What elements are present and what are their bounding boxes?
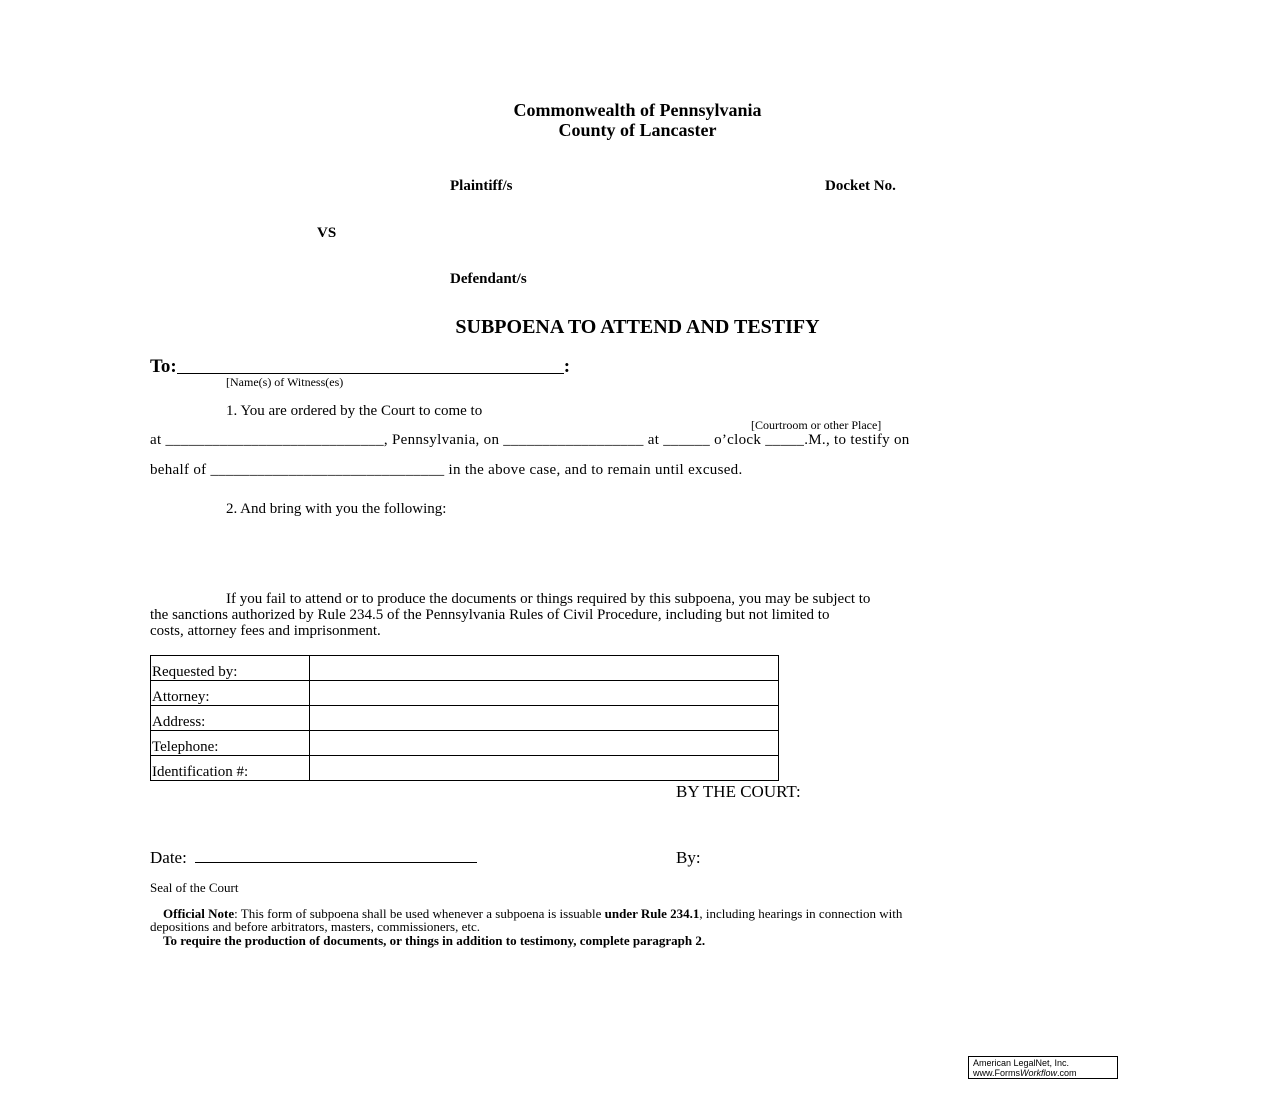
requested-by-label: Requested by:: [151, 656, 310, 681]
brand-line-1: American LegalNet, Inc.: [973, 1058, 1070, 1068]
para1-lead: 1. You are ordered by the Court to come to: [226, 403, 483, 419]
witness-sublabel: [Name(s) of Witness(es): [226, 375, 344, 389]
plaintiff-label: Plaintiff/s: [450, 178, 513, 194]
by-the-court: BY THE COURT:: [676, 782, 801, 801]
official-note-rule: under Rule 234.1: [604, 906, 700, 921]
defendant-label: Defendant/s: [450, 271, 527, 287]
address-label: Address:: [151, 706, 310, 731]
place-hint: [Courtroom or other Place]: [751, 418, 882, 432]
para1-line-a: at ____________________________, Pennsylvania, on __________________ at ______ o’clock _____.M., to testify on: [150, 432, 910, 448]
telephone-field[interactable]: [310, 731, 779, 756]
para2-lead: 2. And bring with you the following:: [226, 501, 447, 517]
date-line: [150, 848, 477, 868]
to-label: To:: [150, 356, 177, 377]
header-county: County of Lancaster: [558, 120, 717, 140]
identification-label: Identification #:: [151, 756, 310, 781]
seal-label: Seal of the Court: [150, 880, 239, 895]
official-note-text-a: : This form of subpoena shall be used whenever a subpoena is issuable: [234, 906, 605, 921]
table-row: [151, 756, 779, 781]
witness-name-line[interactable]: [177, 355, 564, 374]
vs-label: VS: [317, 225, 337, 241]
table-row: [151, 681, 779, 706]
requested-by-field[interactable]: [310, 656, 779, 681]
table-row: [151, 706, 779, 731]
brand-line-2b: Workflow: [1020, 1068, 1058, 1078]
para1-line-b: behalf of ______________________________ in the above case, and to remain until excused.: [150, 462, 743, 478]
brand-line-2a: www.Forms: [973, 1068, 1020, 1078]
official-note-text-b: , including hearings in connection with: [699, 906, 903, 921]
table-row: [151, 656, 779, 681]
to-line: [150, 355, 570, 378]
table-row: [151, 731, 779, 756]
publisher-brand-box: [968, 1056, 1118, 1079]
docket-label: Docket No.: [825, 178, 896, 194]
date-label: Date:: [150, 848, 187, 867]
telephone-label: Telephone:: [151, 731, 310, 756]
date-field[interactable]: [195, 848, 477, 863]
requester-info-table: [150, 655, 779, 781]
to-colon: :: [563, 356, 571, 377]
warning-line-1: If you fail to attend or to produce the documents or things required by this subpoena, you may be subject to: [226, 591, 871, 607]
brand-line-2c: .com: [1057, 1068, 1077, 1078]
attorney-label: Attorney:: [151, 681, 310, 706]
identification-field[interactable]: [310, 756, 779, 781]
official-note-line-2: depositions and before arbitrators, masters, commissioners, etc.: [150, 919, 480, 934]
address-field[interactable]: [310, 706, 779, 731]
document-title: SUBPOENA TO ATTEND AND TESTIFY: [455, 316, 820, 338]
by-label: By:: [676, 848, 701, 867]
brand-line-2: [973, 1068, 1117, 1078]
attorney-field[interactable]: [310, 681, 779, 706]
warning-line-3: costs, attorney fees and imprisonment.: [150, 623, 381, 639]
warning-line-2: the sanctions authorized by Rule 234.5 of the Pennsylvania Rules of Civil Procedure, including but not limited to: [150, 607, 830, 623]
header-commonwealth: Commonwealth of Pennsylvania: [513, 100, 762, 120]
official-note-label: Official Note: [163, 906, 235, 921]
official-note-line-3: To require the production of documents, or things in addition to testimony, complete paragraph 2.: [163, 933, 706, 948]
